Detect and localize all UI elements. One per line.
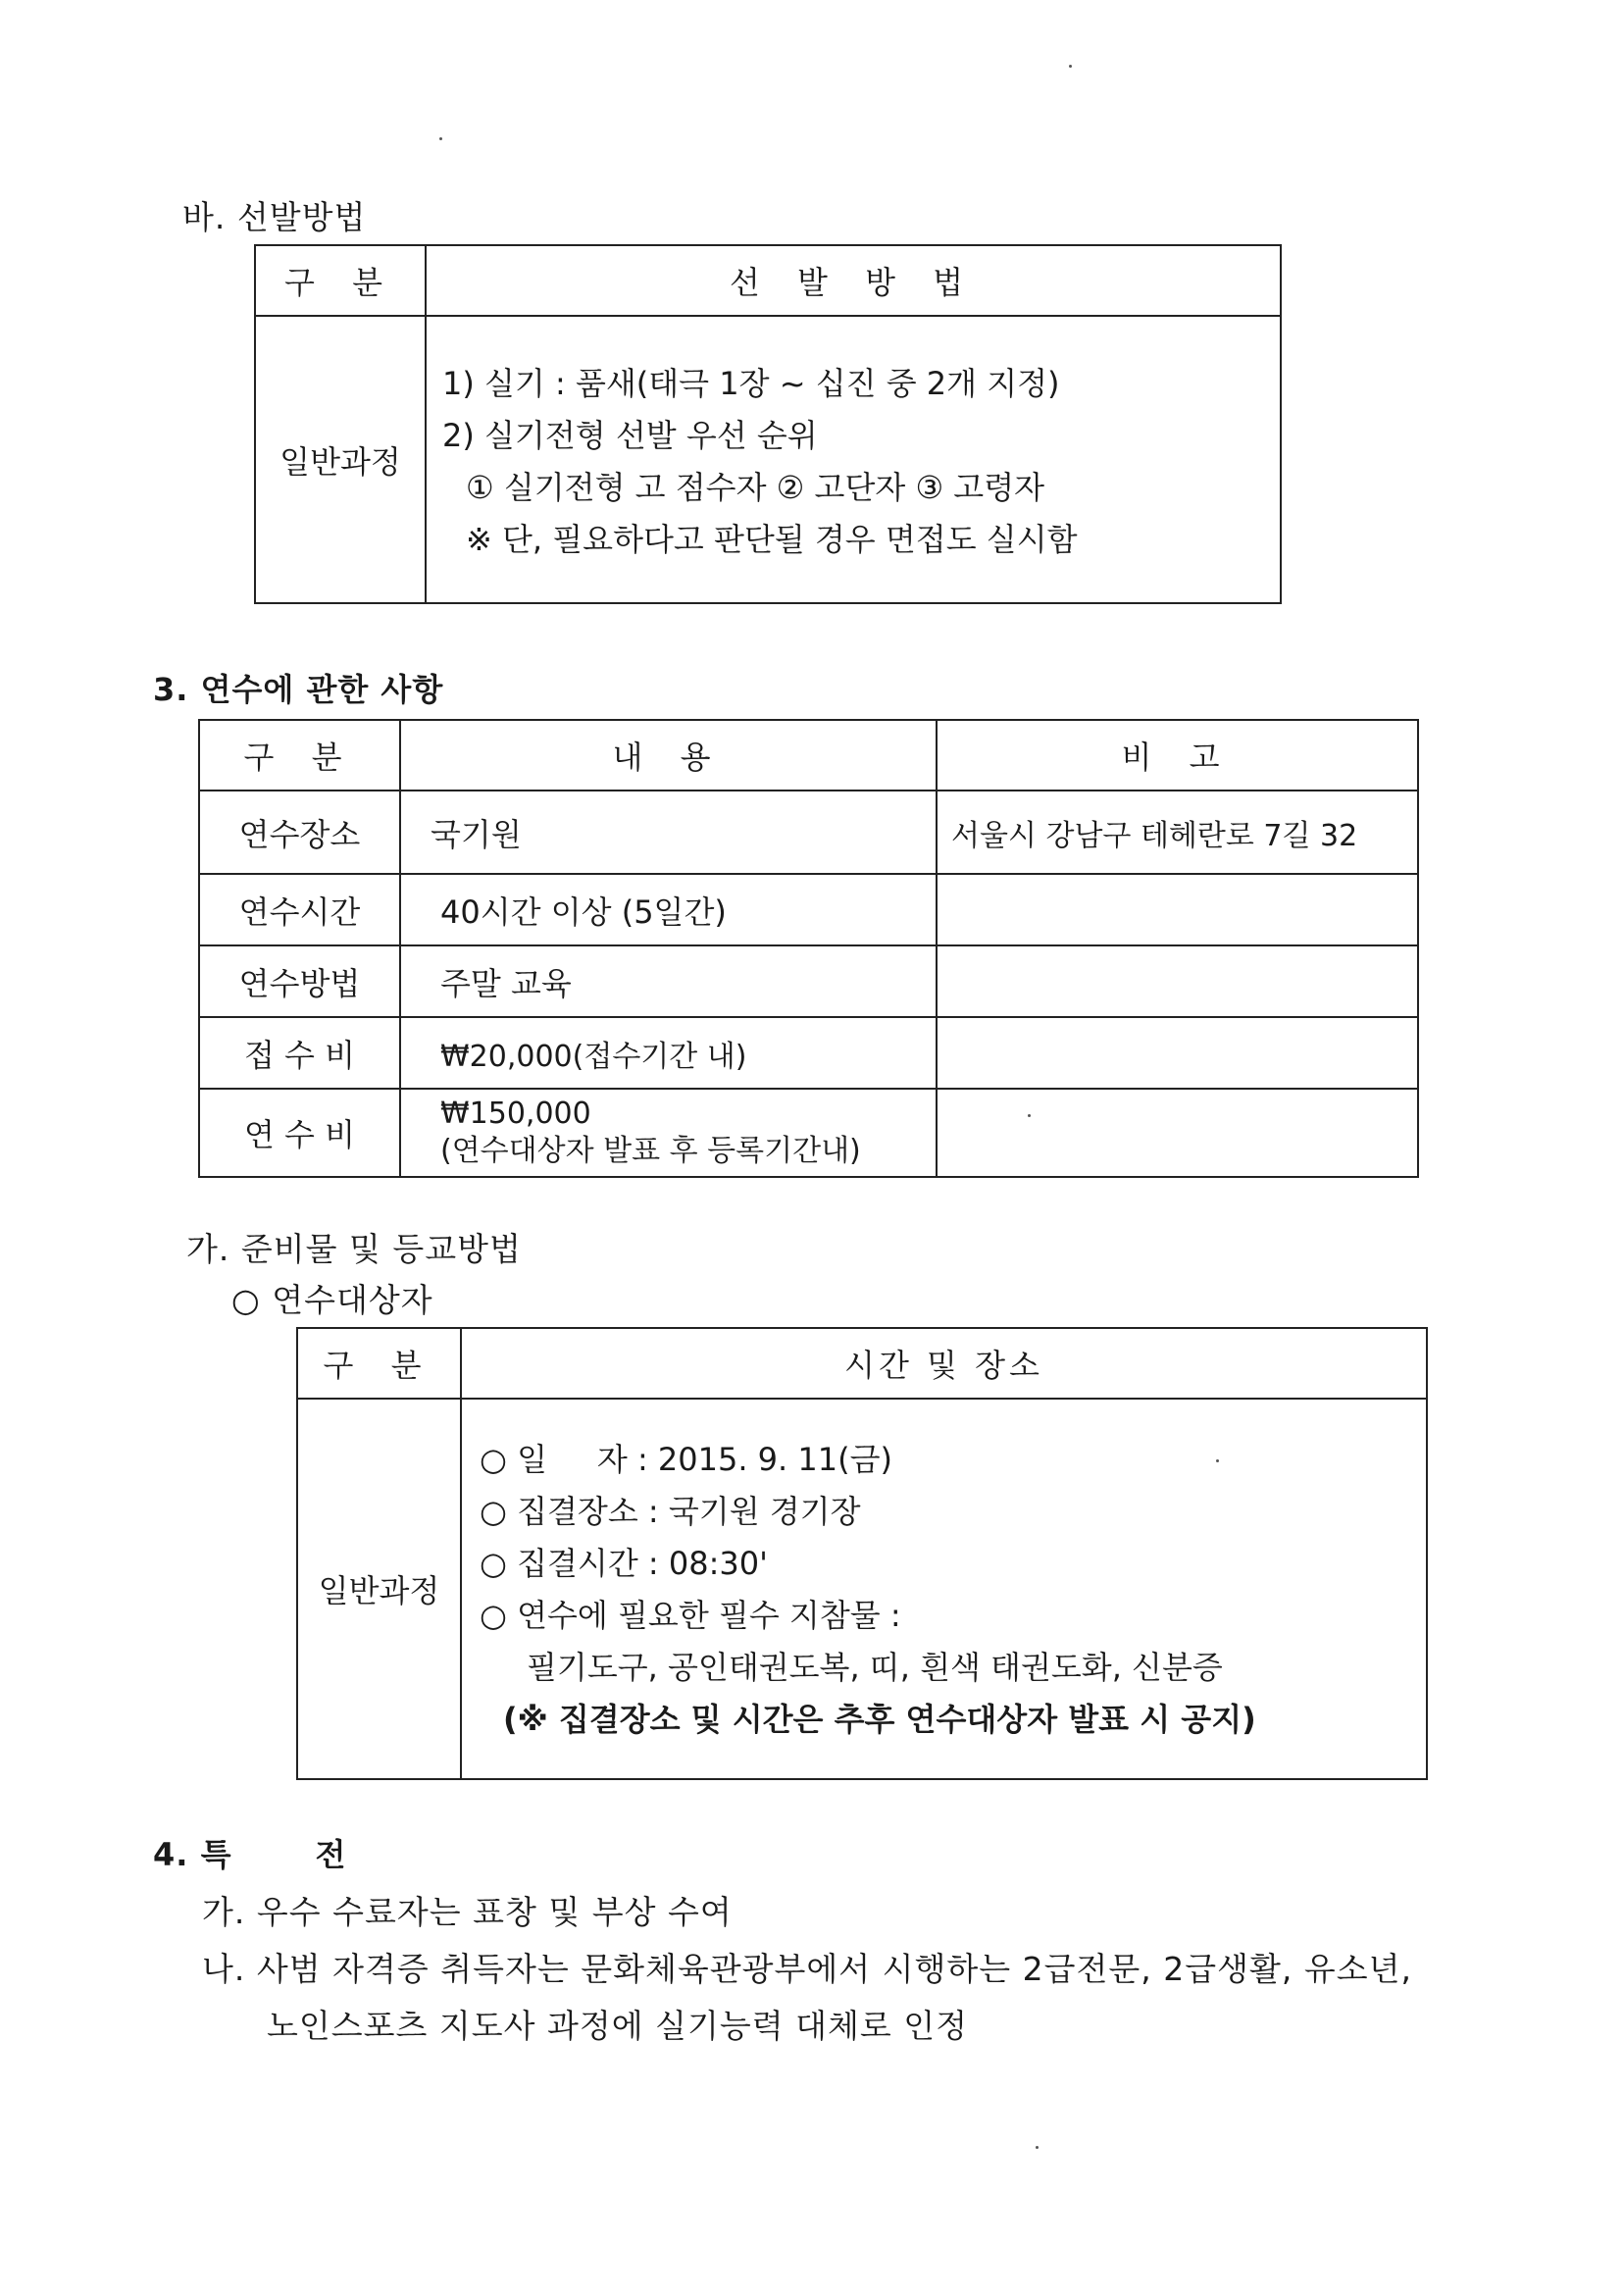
section-ga-heading: 가. 준비물 및 등교방법 bbox=[186, 1230, 522, 1268]
row-content: 주말 교육 bbox=[400, 945, 937, 1017]
schedule-content bbox=[461, 1399, 1427, 1779]
row-content: 40시간 이상 (5일간) bbox=[400, 874, 937, 945]
table-row bbox=[199, 874, 1418, 945]
training-info-table bbox=[198, 719, 1419, 1178]
fee-note: (연수대상자 발표 후 등록기간내) bbox=[440, 1134, 861, 1168]
row-content: ₩20,000(접수기간 내) bbox=[400, 1017, 937, 1089]
schedule-items-label: ○ 연수에 필요한 필수 지참물 : bbox=[480, 1597, 901, 1634]
benefit-item-continuation: 노인스포츠 지도사 과정에 실기능력 대체로 인정 bbox=[267, 2007, 969, 2045]
selection-method-content bbox=[426, 316, 1281, 603]
header-remarks: 비 고 bbox=[937, 720, 1418, 791]
fee-amount: ₩150,000 bbox=[440, 1097, 591, 1131]
method-line-3: ① 실기전형 고 점수자 ② 고단자 ③ 고령자 bbox=[466, 468, 1045, 506]
row-label: 연수장소 bbox=[199, 791, 400, 874]
row-note: 서울시 강남구 테헤란로 7길 32 bbox=[937, 791, 1418, 874]
row-label: 연수시간 bbox=[199, 874, 400, 945]
scan-speck bbox=[439, 137, 442, 140]
row-label-general: 일반과정 bbox=[255, 316, 426, 603]
row-label-general: 일반과정 bbox=[297, 1399, 461, 1779]
scan-speck bbox=[1036, 2146, 1039, 2149]
method-line-4: ※ 단, 필요하다고 판단될 경우 면접도 실시함 bbox=[466, 520, 1078, 558]
row-content bbox=[400, 1089, 937, 1177]
method-line-2: 2) 실기전형 선발 우선 순위 bbox=[442, 416, 818, 454]
schedule-items: 필기도구, 공인태권도복, 띠, 흰색 태권도화, 신분증 bbox=[527, 1649, 1223, 1686]
section-4-heading: 4. 특 전 bbox=[153, 1836, 347, 1873]
header-category: 구 분 bbox=[199, 720, 400, 791]
section-ga-subheading: ○ 연수대상자 bbox=[231, 1281, 433, 1319]
benefit-item: 나. 사범 자격증 취득자는 문화체육관광부에서 시행하는 2급전문, 2급생활, 유소년, bbox=[202, 1950, 1412, 1988]
header-time-place: 시간 및 장소 bbox=[461, 1328, 1427, 1399]
header-selection-method: 선 발 방 법 bbox=[426, 245, 1281, 316]
benefit-item: 가. 우수 수료자는 표창 및 부상 수여 bbox=[202, 1893, 733, 1931]
schedule-notice: (※ 집결장소 및 시간은 추후 연수대상자 발표 시 공지) bbox=[503, 1701, 1256, 1738]
table-row bbox=[199, 791, 1418, 874]
row-content: 국기원 bbox=[400, 791, 937, 874]
scan-speck bbox=[1028, 1114, 1031, 1117]
scan-speck bbox=[1069, 65, 1072, 68]
selection-method-table bbox=[254, 244, 1282, 604]
row-label: 연수방법 bbox=[199, 945, 400, 1017]
table-row bbox=[199, 945, 1418, 1017]
row-note bbox=[937, 1017, 1418, 1089]
header-category: 구 분 bbox=[297, 1328, 461, 1399]
schedule-time: ○ 집결시간 : 08:30' bbox=[480, 1545, 768, 1582]
header-category: 구 분 bbox=[255, 245, 426, 316]
row-label: 접 수 비 bbox=[199, 1017, 400, 1089]
row-label: 연 수 비 bbox=[199, 1089, 400, 1177]
header-content: 내 용 bbox=[400, 720, 937, 791]
row-note bbox=[937, 945, 1418, 1017]
schedule-table bbox=[296, 1327, 1428, 1780]
table-row bbox=[199, 1017, 1418, 1089]
section-3-heading: 3. 연수에 관한 사항 bbox=[153, 671, 444, 708]
table-row bbox=[199, 1089, 1418, 1177]
scan-speck bbox=[1216, 1459, 1219, 1462]
row-note bbox=[937, 874, 1418, 945]
schedule-date: ○ 일 자 : 2015. 9. 11(금) bbox=[480, 1441, 892, 1478]
schedule-place: ○ 집결장소 : 국기원 경기장 bbox=[480, 1493, 861, 1530]
method-line-1: 1) 실기 : 품새(태극 1장 ~ 십진 중 2개 지정) bbox=[442, 364, 1060, 402]
row-note bbox=[937, 1089, 1418, 1177]
section-ba-heading: 바. 선발방법 bbox=[182, 198, 367, 236]
